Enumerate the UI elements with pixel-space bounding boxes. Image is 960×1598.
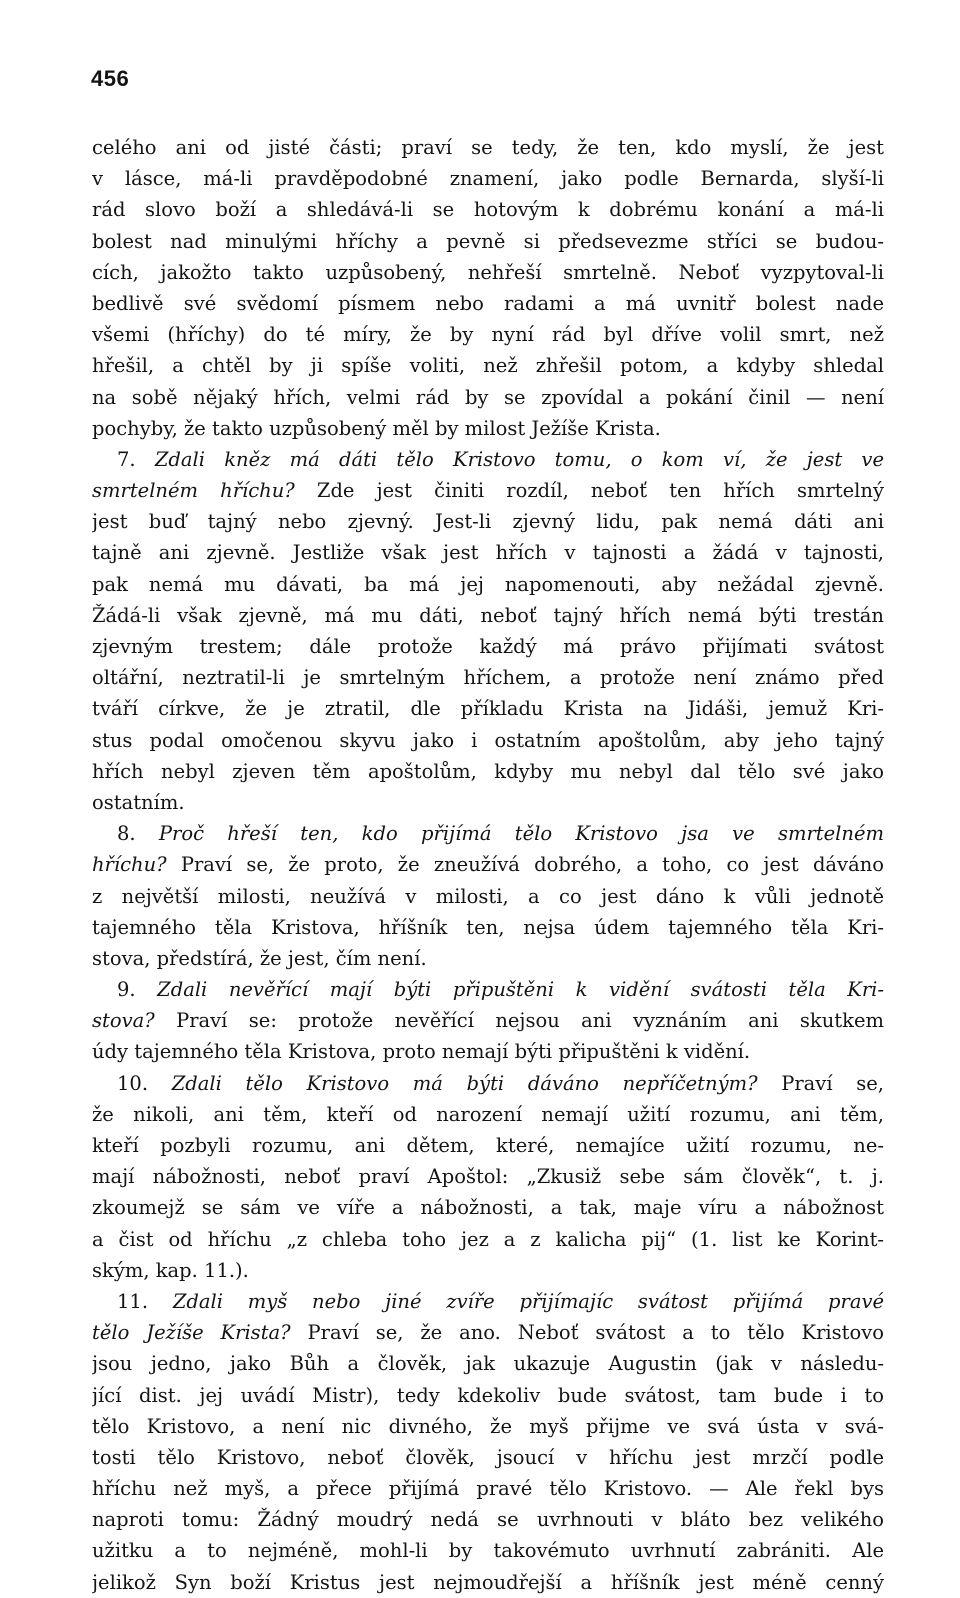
text-line — [92, 1442, 884, 1473]
line-text: tajně ani zjevně. Jestliže však jest hřích v tajnosti a žádá v tajnosti, — [92, 541, 884, 565]
line-text: 10. — [117, 1071, 172, 1095]
line-text: užitku a to nejméně, mohl-li by takovémuto uvrhnutí zabrániti. Ale — [92, 1539, 884, 1563]
text-line — [92, 912, 884, 943]
text-line — [92, 1036, 884, 1067]
text-line — [92, 194, 884, 225]
text-line — [92, 1192, 884, 1223]
text-line — [92, 1380, 884, 1411]
text-line — [92, 163, 884, 194]
text-line — [92, 1567, 884, 1598]
line-text: údy tajemného těla Kristova, proto nemají býti připuštěni k vidění. — [92, 1040, 751, 1064]
text-line — [92, 319, 884, 350]
line-text: hřešil, a chtěl by ji spíše voliti, než zhřešil potom, a kdyby shledal — [92, 354, 884, 378]
text-line — [92, 1224, 884, 1255]
line-text: na sobě nějaký hřích, velmi rád by se zpovídal a pokání činil — není — [92, 385, 884, 409]
text-line — [92, 444, 884, 475]
line-text: 11. — [117, 1289, 173, 1313]
text-line — [92, 1317, 884, 1348]
text-line — [92, 1255, 884, 1286]
text-line — [92, 1473, 884, 1504]
page-number: 456 — [91, 66, 130, 91]
text-line — [92, 475, 884, 506]
line-text: tváří církve, že je ztratil, dle příkladu Krista na Jidáši, jemuž Kri- — [92, 697, 884, 721]
line-text: že nikoli, ani těm, kteří od narození nemají užití rozumu, ani těm, — [92, 1102, 884, 1126]
line-text: cích, jakožto takto uzpůsobený, nehřeší smrtelně. Neboť vyzpytoval-li — [92, 260, 884, 284]
text-line — [92, 1068, 884, 1099]
text-line — [92, 693, 884, 724]
text-line — [92, 974, 884, 1005]
italic-question: Zdali nevěřící mají býti připuštěni k vidění svátosti těla Kri- — [157, 978, 884, 1002]
text-line — [92, 506, 884, 537]
line-text: stus podal omočenou skyvu jako i ostatním apoštolům, aby jeho tajný — [92, 728, 884, 752]
line-text: Praví se, že proto, že zneužívá dobrého, a toho, co jest dáváno — [166, 853, 884, 877]
italic-question: Zdali kněz má dáti tělo Kristovo tomu, o kom ví, že jest ve — [154, 447, 884, 471]
line-text: zkoumejž se sám ve víře a nábožnosti, a tak, maje víru a nábožnost — [92, 1196, 884, 1220]
line-text: pochyby, že takto uzpůsobený měl by milost Ježíše Krista. — [92, 416, 661, 440]
text-line — [92, 1286, 884, 1317]
text-line — [92, 1130, 884, 1161]
text-line — [92, 350, 884, 381]
text-line — [92, 1411, 884, 1442]
line-text: Žádá-li však zjevně, má mu dáti, neboť tajný hřích nemá býti trestán — [92, 603, 884, 627]
text-line — [92, 818, 884, 849]
line-text: oltářní, neztratil-li je smrtelným hříchem, a protože není známo před — [92, 666, 884, 690]
line-text: rád slovo boží a shledává-li se hotovým k dobrému konání a má-li — [92, 198, 884, 222]
line-text: tajemného těla Kristova, hříšník ten, nejsa údem tajemného těla Kri- — [92, 915, 884, 939]
line-text: kteří pozbyli rozumu, ani dětem, které, nemajíce užití rozumu, ne- — [92, 1134, 884, 1157]
text-line — [92, 1535, 884, 1566]
line-text: tělo Kristovo, a není nic divného, že myš přijme ve svá ústa v svá- — [92, 1414, 884, 1438]
text-line — [92, 600, 884, 631]
line-text: Praví se, že ano. Neboť svátost a to tělo Kristovo — [290, 1321, 884, 1345]
text-line — [92, 537, 884, 568]
line-text: jící dist. jej uvádí Mistr), tedy kdekoliv bude svátost, tam bude i to — [92, 1383, 884, 1407]
text-line — [92, 569, 884, 600]
text-line — [92, 881, 884, 912]
italic-question: tělo Ježíše Krista? — [92, 1321, 291, 1345]
line-text: 7. — [117, 447, 155, 471]
italic-question: smrtelném hříchu? — [92, 479, 295, 503]
line-text: jelikož Syn boží Kristus jest nejmoudřejší a hříšník jest méně cenný — [92, 1570, 884, 1594]
line-text: hřích nebyl zjeven těm apoštolům, kdyby mu nebyl dal tělo své jako — [92, 759, 884, 783]
line-text: naproti tomu: Žádný moudrý nedá se uvrhnouti v bláto bez velikého — [92, 1508, 884, 1532]
text-line — [92, 756, 884, 787]
text-line — [92, 1161, 884, 1192]
italic-question: Zdali tělo Kristovo má býti dáváno nepříčetným? — [171, 1071, 758, 1095]
line-text: jsou jedno, jako Bůh a člověk, jak ukazuje Augustin (jak v následu- — [92, 1352, 884, 1376]
text-line — [92, 288, 884, 319]
text-line — [92, 413, 884, 444]
line-text: 9. — [117, 978, 158, 1002]
line-text: z největší milosti, neužívá v milosti, a co jest dáno k vůli jednotě — [92, 884, 884, 908]
line-text: jest buď tajný nebo zjevný. Jest-li zjevný lidu, pak nemá dáti ani — [92, 510, 884, 534]
text-line — [92, 1005, 884, 1036]
line-text: zjevným trestem; dále protože každý má právo přijímati svátost — [92, 635, 884, 658]
italic-question: hříchu? — [92, 853, 167, 877]
line-text: Praví se: protože nevěřící nejsou ani vyznáním ani skutkem — [154, 1009, 884, 1033]
text-line — [92, 662, 884, 693]
text-line — [92, 132, 884, 163]
text-line — [92, 1099, 884, 1130]
line-text: ostatním. — [92, 790, 185, 814]
text-line — [92, 1504, 884, 1535]
line-text: bedlivě své svědomí písmem nebo radami a má uvnitř bolest nade — [92, 291, 884, 315]
line-text: a čist od hříchu „z chleba toho jez a z kalicha pij“ (1. list ke Korint- — [92, 1227, 884, 1251]
line-text: ským, kap. 11.). — [92, 1258, 249, 1282]
text-line — [92, 631, 884, 662]
text-line — [92, 257, 884, 288]
text-line — [92, 382, 884, 413]
line-text: všemi (hříchy) do té míry, že by nyní rád byl dříve volil smrt, než — [92, 323, 884, 347]
line-text: mají nábožnosti, neboť praví Apoštol: „Zkusiž sebe sám člověk“, t. j. — [92, 1165, 884, 1189]
text-line — [92, 1348, 884, 1379]
line-text: 8. — [117, 822, 159, 846]
body-text — [92, 132, 884, 1598]
italic-question: stova? — [92, 1009, 155, 1033]
text-line — [92, 226, 884, 257]
line-text: Zde jest činiti rozdíl, neboť ten hřích smrtelný — [294, 479, 884, 503]
line-text: hříchu než myš, a přece přijímá pravé tělo Kristovo. — Ale řekl bys — [92, 1477, 884, 1501]
line-text: tosti tělo Kristovo, neboť člověk, jsoucí v hříchu jest mrzčí podle — [92, 1445, 884, 1469]
line-text: pak nemá mu dávati, ba má jej napomenouti, aby nežádal zjevně. — [92, 572, 884, 596]
line-text: stova, předstírá, že jest, čím není. — [92, 946, 427, 970]
text-line — [92, 943, 884, 974]
text-line — [92, 725, 884, 756]
italic-question: Proč hřeší ten, kdo přijímá tělo Kristovo jsa ve smrtelném — [158, 822, 884, 846]
line-text: bolest nad minulými hříchy a pevně si předsevezme stříci se budou- — [92, 229, 884, 253]
text-line — [92, 787, 884, 818]
line-text: Praví se, — [757, 1071, 884, 1095]
line-text: v lásce, má-li pravděpodobné znamení, jako podle Bernarda, slyší-li — [92, 167, 884, 191]
text-line — [92, 849, 884, 880]
line-text: celého ani od jisté části; praví se tedy, že ten, kdo myslí, že jest — [92, 136, 884, 159]
italic-question: Zdali myš nebo jiné zvíře přijímajíc svátost přijímá pravé — [172, 1289, 884, 1313]
